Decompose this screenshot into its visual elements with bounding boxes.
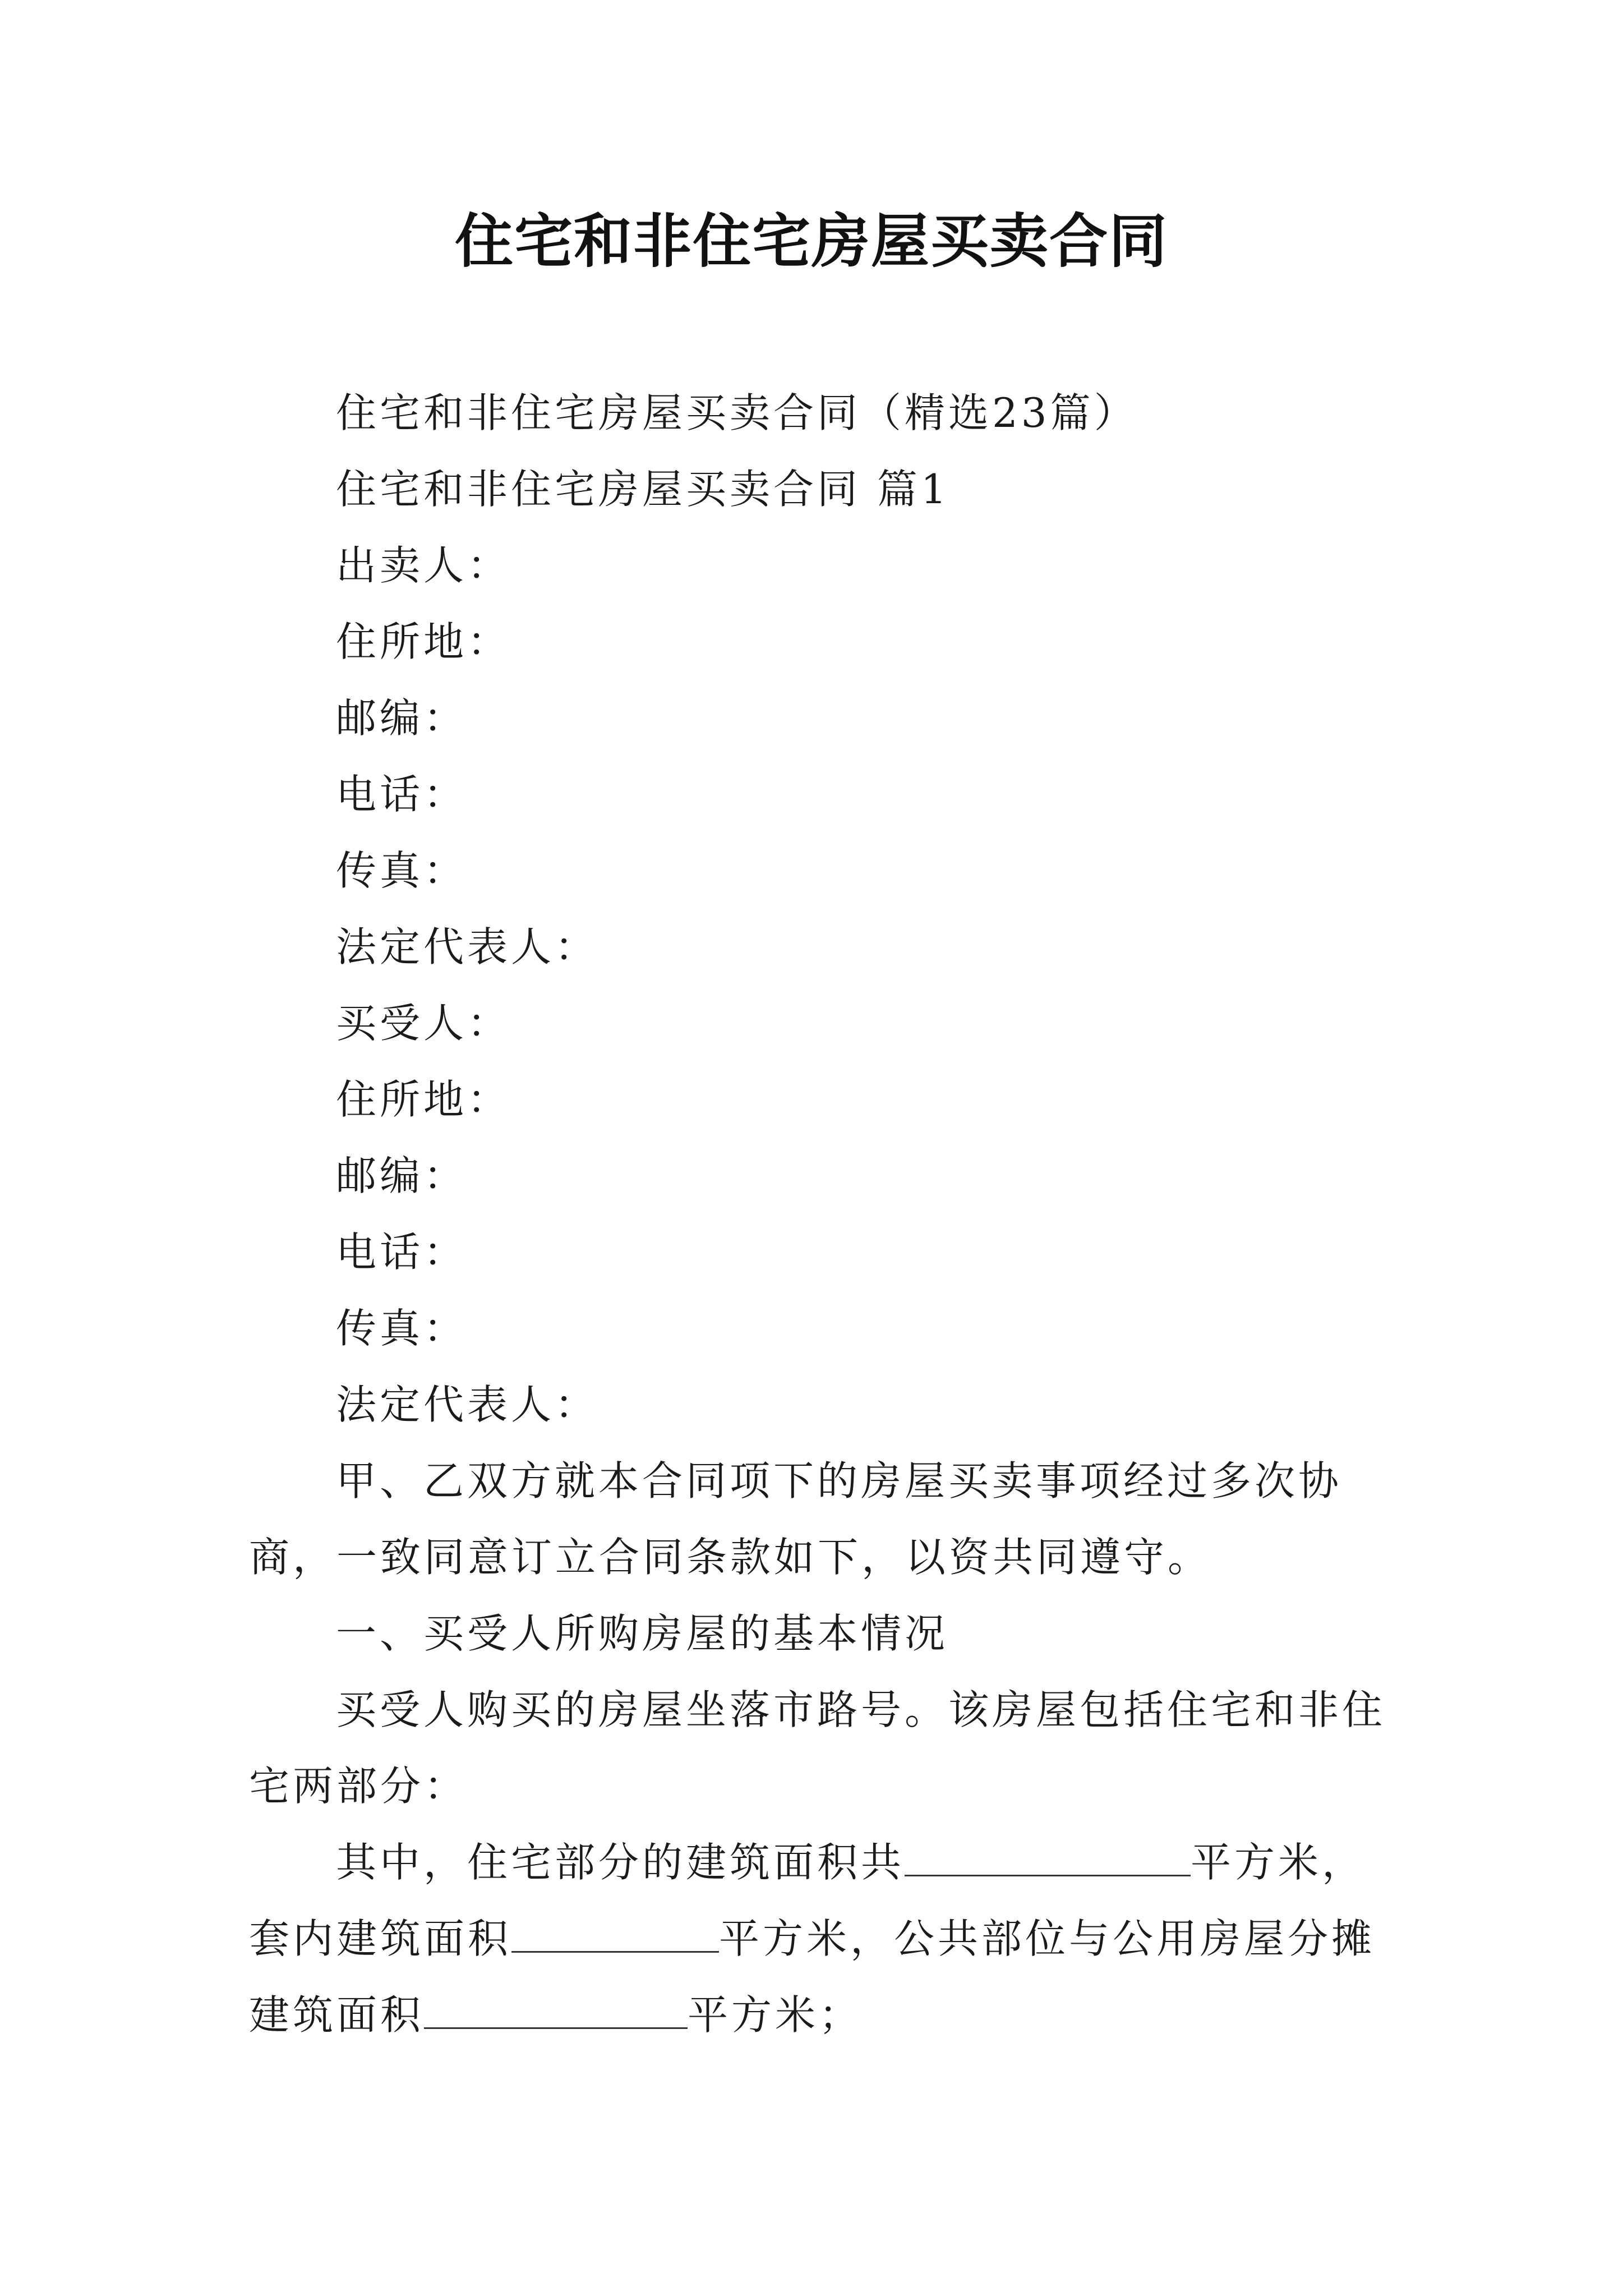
inner-area-blank: [511, 1917, 719, 1953]
seller-representative-label: 法定代表人：: [336, 923, 599, 970]
area-text-1: 其中，住宅部分的建筑面积共: [336, 1839, 905, 1886]
agreement-paragraph: 甲、乙双方就本合同项下的房屋买卖事项经过多次协商，一致同意订立合同条款如下，以资共同遵守。: [249, 1457, 1343, 1581]
area-text-3: 平方米，公共部位与公用房屋分摊建筑面积: [249, 1915, 1376, 2039]
buyer-label: 买受人：: [336, 1000, 511, 1047]
area-paragraph: [249, 1824, 1389, 2053]
buyer-representative-label: 法定代表人：: [336, 1381, 599, 1428]
buyer-postcode-label: 邮编：: [336, 1152, 468, 1199]
buyer-address-label: 住所地：: [336, 1076, 511, 1123]
total-area-blank: [905, 1841, 1191, 1876]
buyer-phone-label: 电话：: [336, 1228, 468, 1276]
seller-address-label: 住所地：: [336, 618, 511, 665]
document-body: [249, 375, 1389, 2053]
buyer-fax-label: 传真：: [336, 1305, 468, 1352]
property-location-paragraph: 买受人购买的房屋坐落市路号。该房屋包括住宅和非住宅两部分：: [249, 1686, 1386, 1810]
area-text-4: 平方米；: [688, 1991, 863, 2039]
seller-label: 出卖人：: [336, 542, 511, 589]
seller-phone-label: 电话：: [336, 771, 468, 818]
subtitle-line: 住宅和非住宅房屋买卖合同（精选23篇）: [336, 389, 1138, 436]
document-title: 住宅和非住宅房屋买卖合同: [454, 207, 1168, 275]
seller-postcode-label: 邮编：: [336, 694, 468, 742]
section-heading: 住宅和非住宅房屋买卖合同 篇1: [336, 466, 950, 513]
area-text-2: 平方米，套内建筑面积: [249, 1839, 1366, 1962]
seller-fax-label: 传真：: [336, 847, 468, 894]
shared-area-blank: [424, 1994, 688, 2029]
clause-heading-1: 一、买受人所购房屋的基本情况: [336, 1610, 949, 1657]
